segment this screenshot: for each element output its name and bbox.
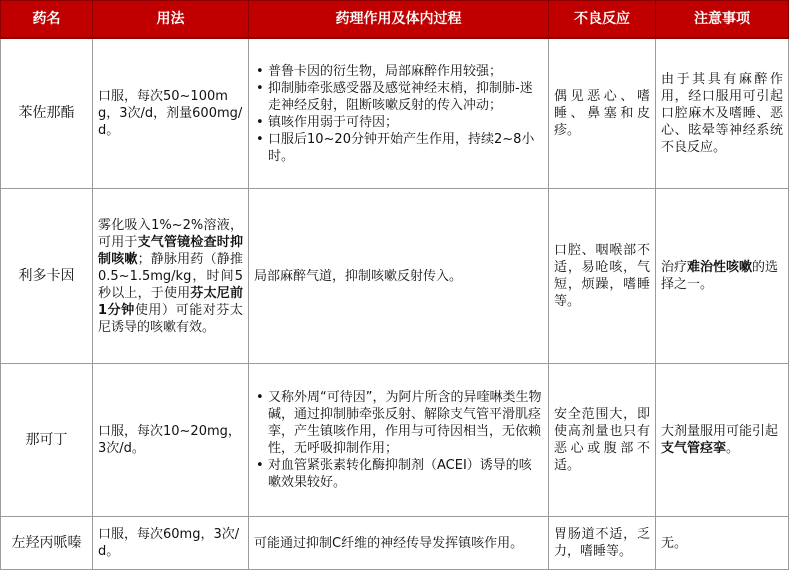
adverse-cell: 胃肠道不适，乏力，嗜睡等。 (549, 517, 656, 570)
usage-cell: 口服，每次60mg，3次/d。 (93, 517, 249, 570)
drug-name-cell: 那可丁 (1, 364, 93, 517)
table-row (1, 38, 789, 189)
notes-highlight: 难治性咳嗽 (687, 260, 753, 275)
pharmacology-list (254, 389, 543, 491)
list-item: • 普鲁卡因的衍生物，局部麻醉作用较强； (268, 63, 543, 80)
usage-cell (93, 189, 249, 364)
usage-text: ；静脉用药（静推0.5~1.5mg/kg，时间5秒以上，于使用 (98, 251, 243, 301)
notes-cell (656, 364, 789, 517)
drug-name-cell: 苯佐那酯 (1, 38, 93, 189)
usage-cell: 口服，每次50~100mg，3次/d，剂量600mg/d。 (93, 38, 249, 189)
adverse-cell: 口腔、咽喉部不适，易呛咳，气短，烦躁，嗜睡等。 (549, 189, 656, 364)
table-header-row (1, 1, 789, 39)
pharmacology-cell: 局部麻醉气道，抑制咳嗽反射传入。 (249, 189, 549, 364)
list-item: • 口服后10~20分钟开始产生作用，持续2~8小时。 (268, 131, 543, 165)
usage-cell: 口服，每次10~20mg，3次/d。 (93, 364, 249, 517)
notes-text: 大剂量服用可能引起 (661, 424, 779, 439)
pharmacology-cell: 可能通过抑制C纤维的神经传导发挥镇咳作用。 (249, 517, 549, 570)
notes-text: 的选择之一。 (661, 260, 779, 292)
header-adverse-reactions: 不良反应 (549, 1, 656, 39)
notes-cell: 无。 (656, 517, 789, 570)
adverse-cell: 偶见恶心、嗜睡、鼻塞和皮疹。 (549, 38, 656, 189)
notes-highlight: 支气管痉挛 (661, 441, 727, 456)
usage-text: 雾化吸入1%~2%溶液，可用于 (98, 217, 243, 250)
pharmacology-cell (249, 38, 549, 189)
notes-text: 。 (726, 441, 740, 456)
table-row (1, 517, 789, 570)
usage-highlight: 芬太尼前1分钟 (98, 285, 243, 318)
pharmacology-list (254, 63, 543, 165)
pharmacology-cell (249, 364, 549, 517)
list-item: • 镇咳作用弱于可待因； (268, 114, 543, 131)
notes-text: 治疗 (661, 260, 688, 275)
list-item: • 抑制肺牵张感受器及感觉神经末梢，抑制肺-迷走神经反射，阻断咳嗽反射的传入冲动； (268, 80, 543, 114)
drug-name-cell: 利多卡因 (1, 189, 93, 364)
header-usage: 用法 (93, 1, 249, 39)
header-pharmacology: 药理作用及体内过程 (249, 1, 549, 39)
usage-highlight: 支气管镜检查时抑制咳嗽 (98, 234, 243, 267)
header-drug-name: 药名 (1, 1, 93, 39)
notes-cell (656, 189, 789, 364)
usage-text: 使用）可能对芬太尼诱导的咳嗽有效。 (98, 302, 243, 335)
table-row (1, 189, 789, 364)
adverse-cell: 安全范围大，即使高剂量也只有恶心或腹部不适。 (549, 364, 656, 517)
table-row (1, 364, 789, 517)
notes-cell: 由于其具有麻醉作用，经口服用可引起口腔麻木及嗜睡、恶心、眩晕等神经系统不良反应。 (656, 38, 789, 189)
list-item: • 又称外周“可待因”，为阿片所含的异喹啉类生物碱，通过抑制肺牵张反射、解除支气管平滑肌痉挛，产生镇咳作用，作用与可待因相当，无依赖性，无呼吸抑制作用； (268, 389, 543, 457)
header-notes: 注意事项 (656, 1, 789, 39)
drug-name-cell: 左羟丙哌嗪 (1, 517, 93, 570)
list-item: • 对血管紧张素转化酶抑制剂（ACEI）诱导的咳嗽效果较好。 (268, 457, 543, 491)
